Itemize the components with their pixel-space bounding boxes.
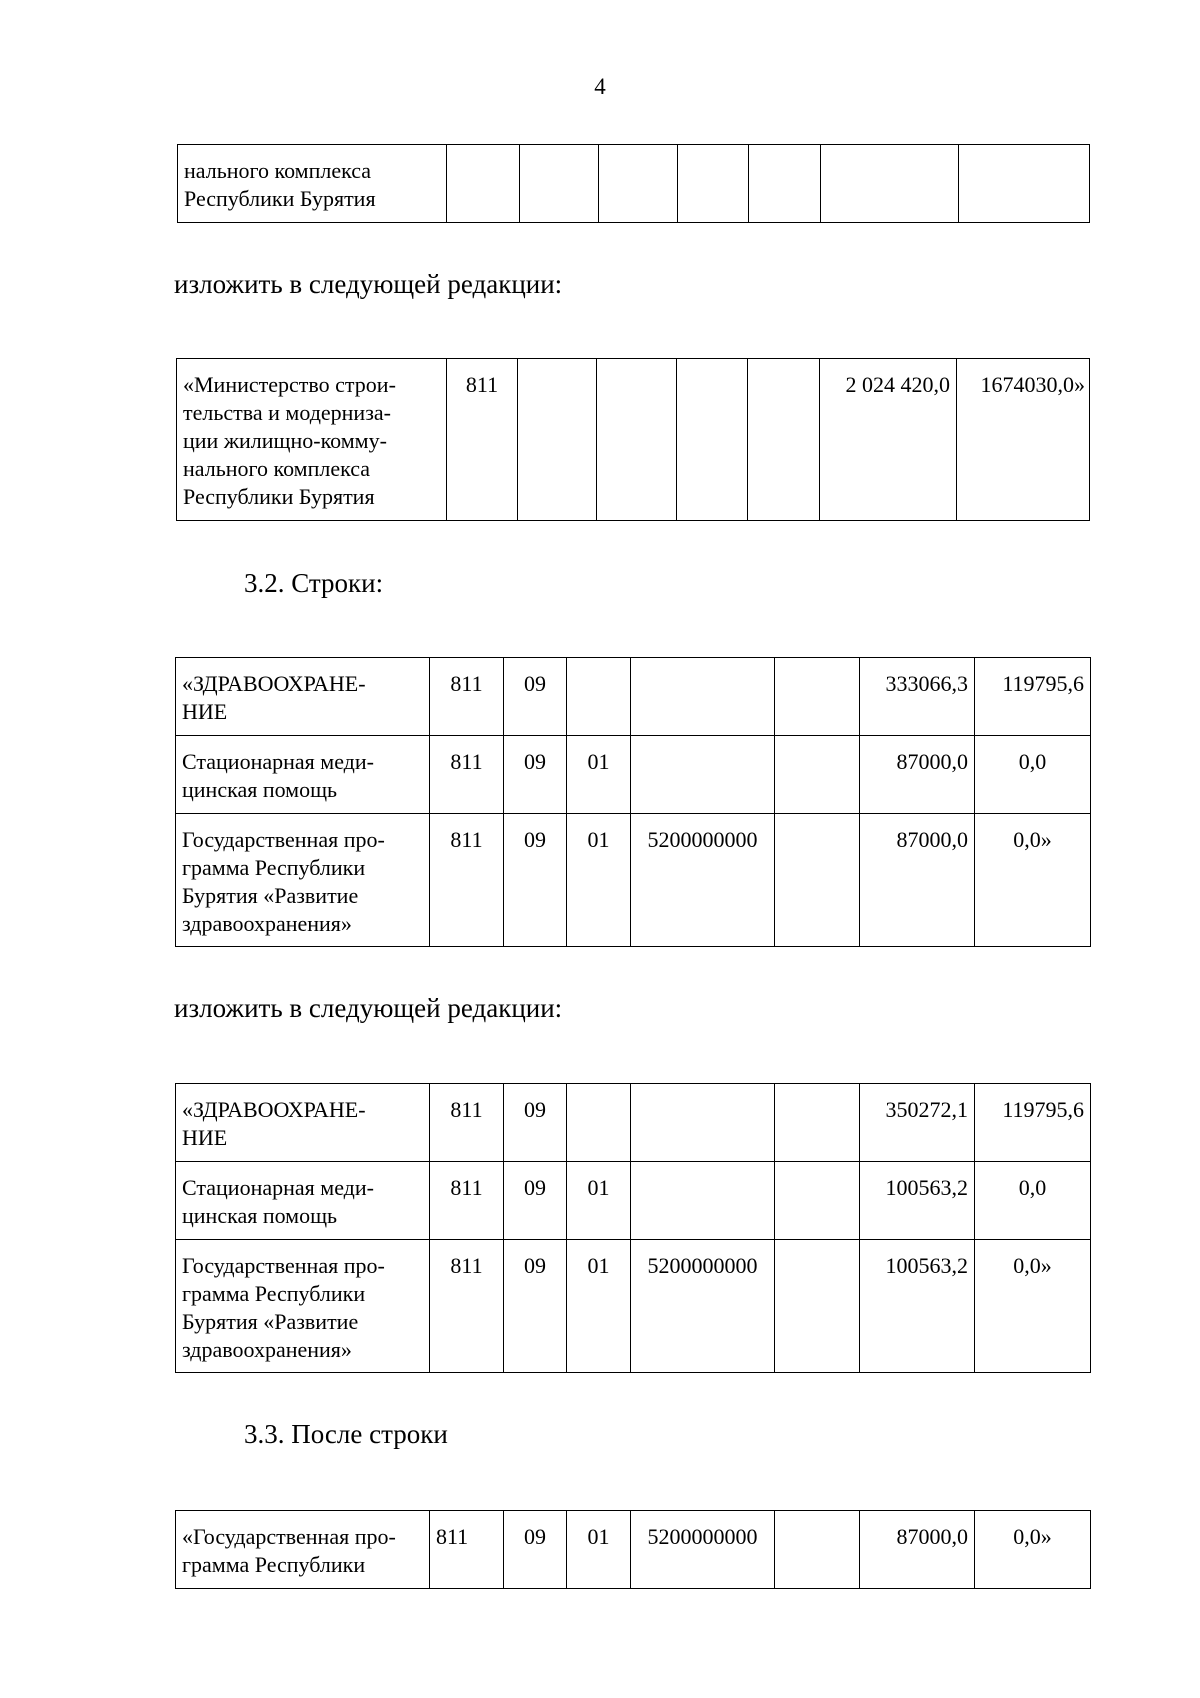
table-cell-code: 811 <box>430 736 504 814</box>
page-number: 4 <box>594 74 606 99</box>
cell-text-line: Стационарная меди- <box>182 1175 374 1200</box>
table-cell-sum: 0,0» <box>975 1240 1091 1373</box>
table-cell-sum: 119795,6 <box>975 1084 1091 1162</box>
table-cell-name <box>176 814 430 947</box>
table-cell-target <box>631 1084 775 1162</box>
table-cell-sum: 0,0 <box>975 1162 1091 1240</box>
table-cell-sum: 100563,2 <box>860 1162 975 1240</box>
table-row <box>176 1240 1091 1373</box>
section-heading: 3.2. Строки: <box>244 568 384 598</box>
after-row-table <box>175 1510 1091 1589</box>
table-cell-name <box>176 1511 430 1589</box>
table-cell-section: 09 <box>504 658 567 736</box>
table-cell-section: 09 <box>504 814 567 947</box>
table-cell-target: 5200000000 <box>631 1240 775 1373</box>
table-cell-kind <box>775 1162 860 1240</box>
table-cell-target <box>631 658 775 736</box>
table-cell-subsection: 01 <box>567 1511 631 1589</box>
table-cell <box>677 359 748 521</box>
table-cell-subsection: 01 <box>567 814 631 947</box>
cell-text-line: «Государственная про- <box>182 1524 396 1549</box>
table-cell-kind <box>775 658 860 736</box>
health-old-table <box>175 657 1091 947</box>
section-heading: 3.3. После строки <box>244 1419 448 1449</box>
table-cell-name <box>176 1084 430 1162</box>
table-cell <box>748 359 820 521</box>
table-cell-sum: 0,0» <box>975 1511 1091 1589</box>
table-cell-sum: 100563,2 <box>860 1240 975 1373</box>
table-cell-target: 5200000000 <box>631 814 775 947</box>
cell-text-line: цинская помощь <box>182 1203 338 1228</box>
table-cell-target <box>631 1162 775 1240</box>
table-cell-sum: 87000,0 <box>860 736 975 814</box>
cell-text-line: ции жилищно-комму- <box>183 428 387 453</box>
table-cell <box>821 145 959 223</box>
cell-text-line: Республики Бурятия <box>183 484 375 509</box>
paragraph-redaction: изложить в следующей редакции: <box>174 993 563 1023</box>
cell-text-line: тельства и модерниза- <box>183 400 391 425</box>
table-cell-subsection: 01 <box>567 1162 631 1240</box>
table-cell-subsection: 01 <box>567 1240 631 1373</box>
table-cell-name <box>177 359 447 521</box>
table-cell-kind <box>775 1511 860 1589</box>
table-cell-kind <box>775 1240 860 1373</box>
top-table <box>177 144 1090 223</box>
table-cell-name <box>176 658 430 736</box>
table-cell-section: 09 <box>504 1162 567 1240</box>
cell-text-line: Бурятия «Развитие <box>182 883 359 908</box>
cell-text-line: Стационарная меди- <box>182 749 374 774</box>
table-row <box>176 1162 1091 1240</box>
table-cell-name <box>176 1240 430 1373</box>
table-row <box>177 359 1090 521</box>
table-cell <box>520 145 599 223</box>
cell-text-line: «Министерство строи- <box>183 372 396 397</box>
cell-text-line: грамма Республики <box>182 855 366 880</box>
table-cell-target: 5200000000 <box>631 1511 775 1589</box>
table-cell-section: 09 <box>504 1511 567 1589</box>
cell-text-line: НИЕ <box>182 699 228 724</box>
table-cell-subsection <box>567 1084 631 1162</box>
table-cell-section: 09 <box>504 1240 567 1373</box>
cell-text-line: здравоохранения» <box>182 1337 352 1362</box>
cell-text-line: нального комплекса <box>184 158 372 183</box>
table-row <box>176 736 1091 814</box>
health-new-table <box>175 1083 1091 1373</box>
table-cell-sum: 87000,0 <box>860 814 975 947</box>
cell-text-line: Бурятия «Развитие <box>182 1309 359 1334</box>
table-cell <box>959 145 1090 223</box>
cell-text-line: грамма Республики <box>182 1281 366 1306</box>
ministry-table <box>176 358 1090 521</box>
table-cell-name <box>176 1162 430 1240</box>
table-cell-code: 811 <box>447 359 518 521</box>
table-row <box>176 658 1091 736</box>
table-row <box>176 814 1091 947</box>
table-cell-code: 811 <box>430 1240 504 1373</box>
table-cell <box>678 145 749 223</box>
table-cell-name <box>176 736 430 814</box>
table-cell-sum: 0,0» <box>975 814 1091 947</box>
cell-text-line: Государственная про- <box>182 1253 385 1278</box>
table-cell-sum: 2 024 420,0 <box>820 359 957 521</box>
table-cell-kind <box>775 1084 860 1162</box>
table-cell <box>749 145 821 223</box>
cell-text-line: грамма Республики <box>182 1552 366 1577</box>
table-cell-sum: 350272,1 <box>860 1084 975 1162</box>
cell-text-line: здравоохранения» <box>182 911 352 936</box>
table-cell-code: 811 <box>430 658 504 736</box>
paragraph-redaction: изложить в следующей редакции: <box>174 269 563 299</box>
cell-text-line: НИЕ <box>182 1125 228 1150</box>
table-cell <box>518 359 597 521</box>
table-cell-kind <box>775 736 860 814</box>
cell-text-line: нального комплекса <box>183 456 371 481</box>
table-cell-sum: 1674030,0» <box>957 359 1090 521</box>
table-cell-target <box>631 736 775 814</box>
table-cell-subsection: 01 <box>567 736 631 814</box>
table-cell <box>599 145 678 223</box>
table-row <box>176 1084 1091 1162</box>
table-cell-sum: 333066,3 <box>860 658 975 736</box>
table-cell-kind <box>775 814 860 947</box>
table-cell-section: 09 <box>504 736 567 814</box>
table-cell-section: 09 <box>504 1084 567 1162</box>
table-cell <box>597 359 677 521</box>
table-cell-code: 811 <box>430 1084 504 1162</box>
table-cell-code: 811 <box>430 1162 504 1240</box>
table-cell-code: 811 <box>430 1511 504 1589</box>
cell-text-line: «ЗДРАВООХРАНЕ- <box>182 671 366 696</box>
table-cell-subsection <box>567 658 631 736</box>
table-cell-sum: 87000,0 <box>860 1511 975 1589</box>
cell-text-line: Республики Бурятия <box>184 186 376 211</box>
cell-text-line: цинская помощь <box>182 777 338 802</box>
table-cell-name <box>178 145 447 223</box>
table-cell-sum: 0,0 <box>975 736 1091 814</box>
table-cell <box>447 145 520 223</box>
cell-text-line: Государственная про- <box>182 827 385 852</box>
table-cell-code: 811 <box>430 814 504 947</box>
table-cell-sum: 119795,6 <box>975 658 1091 736</box>
table-row <box>178 145 1090 223</box>
table-row <box>176 1511 1091 1589</box>
cell-text-line: «ЗДРАВООХРАНЕ- <box>182 1097 366 1122</box>
